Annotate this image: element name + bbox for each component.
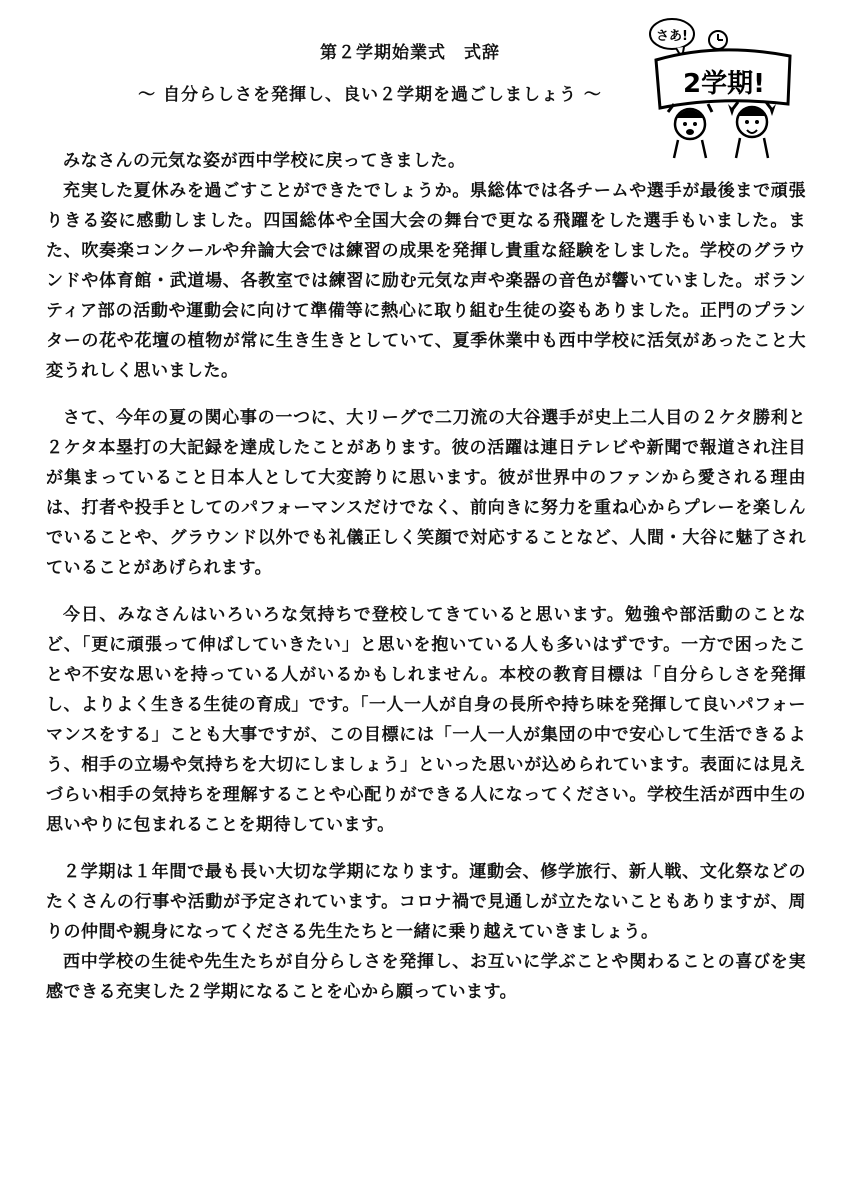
paragraph-4: 今日、みなさんはいろいろな気持ちで登校してきていると思います。勉強や部活動のことなど、「更に頑張って伸ばしていきたい」と思いを抱いている人も多いはずです。一方で困ったことや不安な思いを持っている人がいるかもしれません。本校の教育目標は「自分らしさを発揮し、よりよく生きる生徒の育成」です。「一人一人が自身の長所や持ち味を発揮して良いパフォーマンスをする」ことも大事ですが、この目標には「一人一人が集団の中で安心して生活できるよう、相手の立場や気持ちを大切にしましょう」といった思いが込められています。表面には見えづらい相手の気持ちを理解することや心配りができる人になってください。学校生活が西中生の思いやりに包まれることを期待しています。: [46, 605, 806, 835]
paragraph-6: 西中学校の生徒や先生たちが自分らしさを発揮し、お互いに学ぶことや関わることの喜びを実感できる充実した２学期になることを心から願っています。: [46, 952, 806, 1002]
document-title: 第２学期始業式 式辞: [320, 43, 500, 63]
paragraph-2: 充実した夏休みを過ごすことができたでしょうか。県総体では各チームや選手が最後まで頑張りきる姿に感動しました。四国総体や全国大会の舞台で更なる飛躍をした選手もいました。また、吹奏楽コンクールや弁論大会では練習の成果を発揮し貴重な経験をしました。学校のグラウンドや体育館・武道場、各教室では練習に励む元気な声や楽器の音色が響いていました。ボランティア部の活動や運動会に向けて準備等に熱心に取り組む生徒の姿もありました。正門のプランターの花や花壇の植物が常に生き生きとしていて、夏季休業中も西中学校に活気があったこと大変うれしく思いました。: [46, 181, 806, 381]
document-subtitle: ～ 自分らしさを発揮し、良い２学期を過ごしましょう ～: [138, 85, 602, 105]
paragraph-5: ２学期は１年間で最も長い大切な学期になります。運動会、修学旅行、新人戦、文化祭などのたくさんの行事や活動が予定されています。コロナ禍で見通しが立たないこともありますが、周りの仲間や親身になってくださる先生たちと一緒に乗り越えていきましょう。: [46, 862, 806, 942]
second-term-illustration: [648, 12, 798, 160]
speech-body: [46, 146, 806, 1007]
clock-icon: [709, 31, 727, 49]
sign-text: 2学期!: [683, 69, 765, 99]
paragraph-3: さて、今年の夏の関心事の一つに、大リーグで二刀流の大谷選手が史上二人目の２ケタ勝利と２ケタ本塁打の大記録を達成したことがあります。彼の活躍は連日テレビや新聞で報道され注目が集まっていること日本人として大変誇りに思います。彼が世界中のファンから愛される理由は、打者や投手としてのパフォーマンスだけでなく、前向きに努力を重ね心からプレーを楽しんでいることや、グラウンド以外でも礼儀正しく笑顔で対応することなど、人間・大谷に魅了されていることがあげられます。: [46, 408, 806, 578]
paragraph-1: みなさんの元気な姿が西中学校に戻ってきました。: [63, 151, 466, 171]
bubble-text: さあ!: [656, 29, 688, 44]
sign-board: [656, 50, 790, 108]
